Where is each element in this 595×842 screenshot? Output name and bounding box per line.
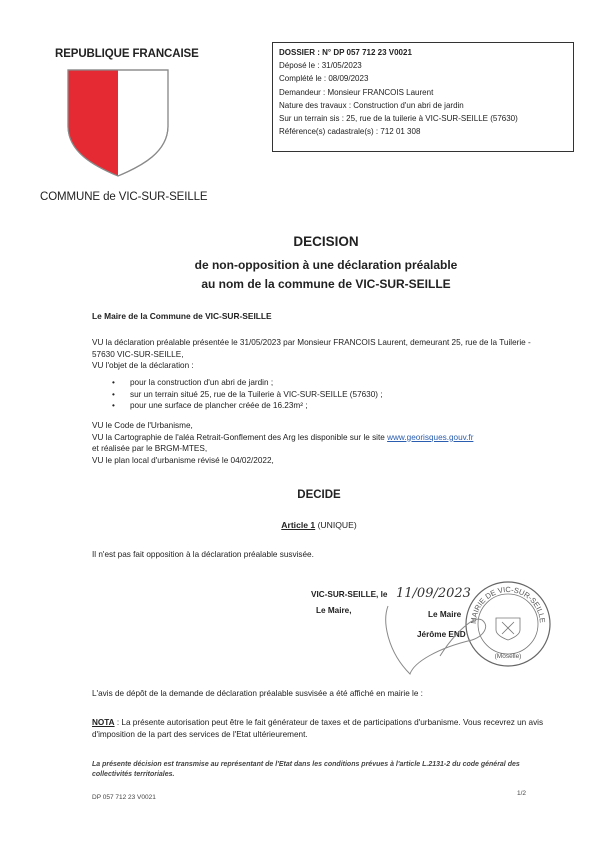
signature-title-stamp: Le Maire — [428, 610, 462, 619]
decision-subtitle-1: de non-opposition à une déclaration préalable — [194, 258, 458, 272]
decide-heading: DECIDE — [297, 489, 341, 501]
article-heading — [0, 520, 595, 530]
transmission-footnote: La présente décision est transmise au représentant de l'Etat dans les conditions prévues à l'article L.2131-2 du code général des collectivités territoriales. — [92, 761, 520, 778]
visa-declaration: VU la déclaration préalable présentée le 31/05/2023 par Monsieur FRANCOIS Laurent, demeurant 25, rue de la Tuilerie - 57630 VIC-SUR-SEILLE, — [92, 338, 531, 359]
visa-code-urbanisme: VU le Code de l'Urbanisme, — [92, 421, 193, 430]
stamp-subtext: (Moselle) — [494, 653, 522, 660]
dossier-terrain: Sur un terrain sis : 25, rue de la tuilerie à VIC-SUR-SEILLE (57630) — [279, 114, 518, 124]
avis-affichage: L'avis de dépôt de la demande de déclaration préalable susvisée a été affiché en mairie le : — [92, 689, 423, 698]
stamp-text: MAIRIE DE VIC-SUR-SEILLE — [468, 584, 548, 625]
dossier-reference: Référence(s) cadastrale(s) : 712 01 308 — [279, 127, 421, 137]
objet-list — [100, 377, 540, 412]
visa-block-2 — [92, 420, 552, 466]
visa-plu: VU le plan local d'urbanisme révisé le 04/02/2022, — [92, 455, 274, 465]
dossier-nature: Nature des travaux : Construction d'un abri de jardin — [279, 100, 464, 110]
handwritten-signature — [380, 600, 495, 680]
list-item: • pour une surface de plancher créée de 16.23m² ; — [100, 400, 540, 412]
article-suffix: (UNIQUE) — [315, 520, 357, 530]
visa-cartographie: VU la Cartographie de l'aléa Retrait-Gonflement des Arg les disponible sur le site www.georisques.gouv.fr — [92, 432, 474, 442]
commune-coat-of-arms — [62, 66, 174, 178]
republique-heading: REPUBLIQUE FRANCAISE — [55, 48, 199, 60]
dossier-number: DOSSIER : N° DP 057 712 23 V0021 — [279, 48, 412, 57]
nota-paragraph — [92, 717, 552, 740]
decision-subtitle-2: au nom de la commune de VIC-SUR-SEILLE — [201, 277, 451, 291]
page-number: 1/2 — [517, 790, 527, 797]
visa-objet: VU l'objet de la déclaration : — [92, 361, 194, 371]
visa-cartographie-suite: et réalisée par le BRGM-MTES, — [92, 444, 208, 454]
signature-title-left: Le Maire, — [316, 606, 352, 615]
commune-name: COMMUNE de VIC-SUR-SEILLE — [40, 191, 208, 203]
decision-title: DECISION — [293, 234, 359, 249]
dossier-complete: Complété le : 08/09/2023 — [279, 74, 369, 84]
visa-block-1 — [92, 337, 552, 372]
list-item: • sur un terrain situé 25, rue de la Tuilerie à VIC-SUR-SEILLE (57630) ; — [100, 389, 540, 401]
list-item: • pour la construction d'un abri de jardin ; — [100, 377, 540, 389]
article-label: Article 1 — [281, 520, 316, 530]
dossier-demandeur: Demandeur : Monsieur FRANCOIS Laurent — [279, 87, 434, 97]
footer-dossier-id: DP 057 712 23 V0021 — [92, 794, 156, 801]
mayor-heading: Le Maire de la Commune de VIC-SUR-SEILLE — [92, 311, 272, 321]
nota-label: NOTA — [92, 718, 115, 727]
nota-text: : La présente autorisation peut être le fait générateur de taxes et de participations d'urbanisme. Vous recevrez un avis d'imposition de la part des services de l'Etat ultérieurement. — [92, 718, 544, 739]
dossier-depose: Déposé le : 31/05/2023 — [279, 61, 362, 71]
mayor-name: Jérôme END — [417, 630, 466, 639]
article-text: Il n'est pas fait opposition à la déclaration préalable susvisée. — [92, 550, 314, 559]
dossier-box — [272, 42, 574, 152]
handwritten-date: 11/09/2023 — [396, 586, 471, 601]
georisques-link[interactable]: www.georisques.gouv.fr — [387, 432, 474, 442]
signature-place: VIC-SUR-SEILLE, le — [311, 590, 388, 599]
